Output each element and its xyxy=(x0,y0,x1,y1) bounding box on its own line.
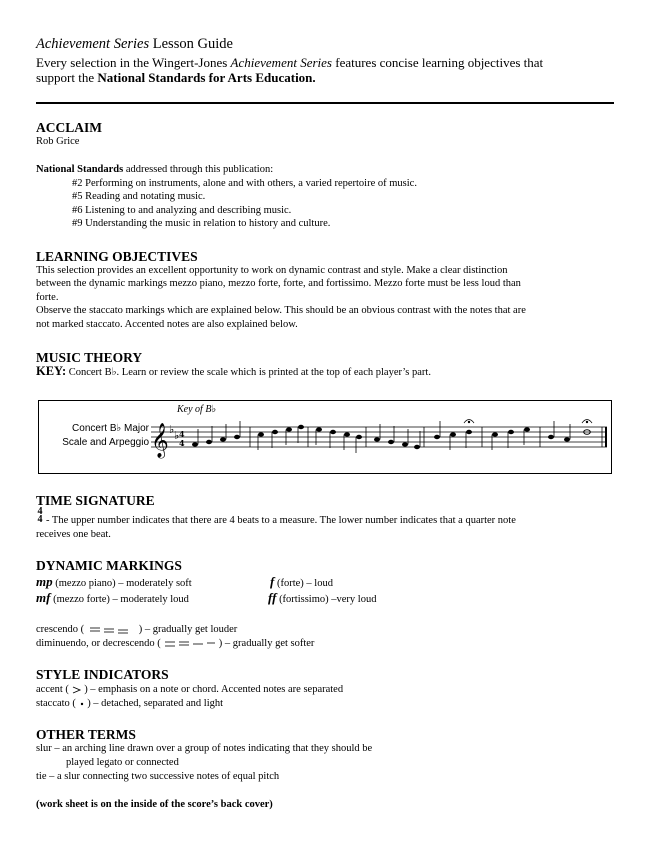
objective-line: between the dynamic markings mezzo piano, mezzo forte, forte, and fortissimo. Mezzo forte must be less loud than xyxy=(36,278,521,289)
treble-clef-icon: 𝄞 xyxy=(151,423,169,458)
mp-symbol: mp xyxy=(36,574,53,589)
diminuendo-prefix: diminuendo, or decrescendo ( xyxy=(36,638,161,649)
key-label: KEY: xyxy=(36,364,67,378)
slur-definition-cont: played legato or connected xyxy=(66,757,179,768)
time-signature-line2: receives one beat. xyxy=(36,529,111,540)
intro-line xyxy=(36,54,543,71)
dynamic-ff xyxy=(268,591,376,607)
intro-suffix: features concise learning objectives that xyxy=(331,55,544,70)
key-line xyxy=(36,365,431,380)
dynamic-markings-heading: DYNAMIC MARKINGS xyxy=(36,558,182,573)
crescendo-prefix: crescendo ( xyxy=(36,624,85,635)
standard-item: #2 Performing on instruments, alone and with others, a varied repertoire of music. xyxy=(72,178,417,189)
composer-name: Rob Grice xyxy=(36,136,80,147)
standard-item: #9 Understanding the music in relation to history and culture. xyxy=(72,218,331,229)
intro-line3-prefix: support the xyxy=(36,70,98,85)
worksheet-note: (work sheet is on the inside of the score’s back cover) xyxy=(36,799,273,810)
title-rest: Lesson Guide xyxy=(149,36,233,52)
series-title: Achievement Series xyxy=(36,36,150,52)
tie-definition: tie – a slur connecting two successive notes of equal pitch xyxy=(36,771,280,782)
flat-icon: ♭ xyxy=(174,429,180,442)
objective-line: not marked staccato. Accented notes are also explained below. xyxy=(36,319,298,330)
objective-line: Observe the staccato markings which are explained below. This should be an obvious contrast with the notes that are xyxy=(36,305,526,316)
standards-bold: National Standards xyxy=(36,164,124,175)
staff-label-1: Concert B♭ Major xyxy=(72,423,149,434)
music-theory-heading: MUSIC THEORY xyxy=(36,350,143,365)
f-text: (forte) – loud xyxy=(274,578,333,589)
mf-symbol: mf xyxy=(36,590,51,605)
objective-line: forte. xyxy=(36,292,59,303)
learning-objectives-heading: LEARNING OBJECTIVES xyxy=(36,249,198,264)
fermata-icon xyxy=(464,420,592,424)
key-text: Concert B♭. Learn or review the scale which is printed at the top of each player’s part. xyxy=(66,367,431,378)
dynamic-f xyxy=(270,575,333,591)
standard-item: #5 Reading and notating music. xyxy=(72,191,206,202)
diminuendo-hairpin-icon xyxy=(161,639,219,649)
style-indicators-heading: STYLE INDICATORS xyxy=(36,667,169,682)
slur-definition: slur – an arching line drawn over a group of notes indicating that they should be xyxy=(36,743,373,754)
intro-prefix: Every selection in the Wingert-Jones xyxy=(36,55,231,70)
header-divider xyxy=(36,102,614,104)
diminuendo-suffix: ) – gradually get softer xyxy=(218,638,315,649)
standards-intro xyxy=(36,163,273,177)
national-standards-title: National Standards for Arts Education. xyxy=(97,70,316,85)
standard-item: #6 Listening to and analyzing and describing music. xyxy=(72,205,292,216)
crescendo-line xyxy=(36,623,237,637)
time-signature-icon: 4 xyxy=(179,438,185,448)
time-signature-line1: - The upper number indicates that there are 4 beats to a measure. The lower number indicates that a quarter note xyxy=(46,515,516,526)
other-terms-heading: OTHER TERMS xyxy=(36,727,136,742)
mp-text: (mezzo piano) – moderately soft xyxy=(52,578,192,589)
staccato-suffix: ) – detached, separated and light xyxy=(84,698,224,709)
acclaim-heading: ACCLAIM xyxy=(36,120,102,135)
scale-staff-box xyxy=(38,400,612,474)
diminuendo-line xyxy=(36,637,314,651)
crescendo-hairpin-icon xyxy=(84,625,136,635)
ff-symbol: ff xyxy=(268,590,277,605)
dynamic-mp xyxy=(36,575,192,591)
objective-line: This selection provides an excellent opportunity to work on dynamic contrast and style. Make a clear distinction xyxy=(36,265,508,276)
time-signature-top: 4 xyxy=(37,506,43,517)
accent-suffix: ) – emphasis on a note or chord. Accented notes are separated xyxy=(81,684,344,695)
accent-line xyxy=(36,683,343,697)
intro-series: Achievement Series xyxy=(230,55,332,70)
staccato-line xyxy=(36,697,223,711)
mf-text: (mezzo forte) – moderately loud xyxy=(50,594,189,605)
ff-text: (fortissimo) –very loud xyxy=(276,594,377,605)
dynamic-mf xyxy=(36,591,189,607)
f-symbol: f xyxy=(270,574,275,589)
flat-icon: ♭ xyxy=(169,423,175,436)
accent-mark-icon xyxy=(72,686,82,694)
time-signature-heading: TIME SIGNATURE xyxy=(36,493,155,508)
accent-prefix: accent ( xyxy=(36,684,72,695)
standards-rest: addressed through this publication: xyxy=(123,164,274,175)
scale-notation xyxy=(39,401,611,473)
crescendo-suffix: ) – gradually get louder xyxy=(136,624,238,635)
key-of-label: Key of B♭ xyxy=(177,404,217,415)
staff-label-2: Scale and Arpeggio xyxy=(62,437,149,448)
time-signature-icon: 4 xyxy=(179,429,185,439)
page-title xyxy=(36,36,233,53)
staff-lines xyxy=(151,427,607,447)
staccato-prefix: staccato ( xyxy=(36,698,79,709)
time-signature-bottom: 4 xyxy=(37,514,43,525)
intro-line-2 xyxy=(36,70,316,85)
